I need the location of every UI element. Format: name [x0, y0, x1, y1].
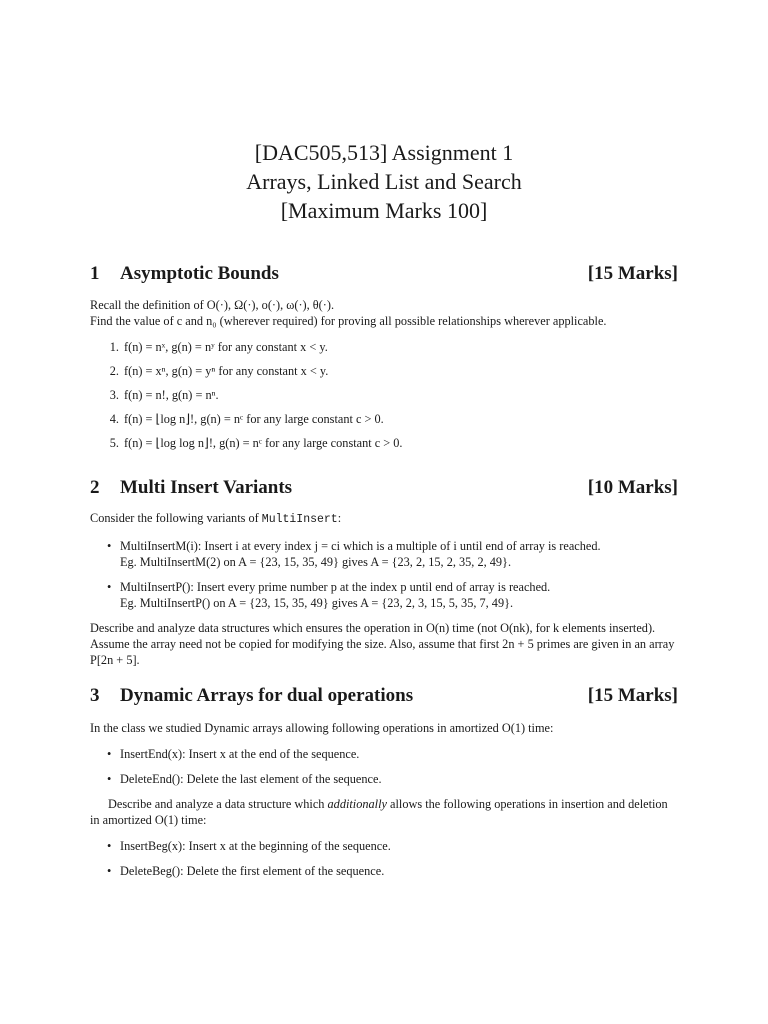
section-title [90, 685, 413, 707]
list-item: 1. f(n) = nˣ, g(n) = nʸ for any constant x < y. [122, 339, 680, 355]
bullet-list [90, 746, 680, 787]
section-marks: [15 Marks] [587, 685, 678, 706]
section-title [90, 263, 279, 285]
list-item [120, 579, 680, 611]
section-heading-3 [90, 685, 678, 707]
section-body-1 [90, 297, 680, 459]
list-item: 2. f(n) = xⁿ, g(n) = yⁿ for any constant x < y. [122, 363, 680, 379]
section-heading-2 [90, 477, 678, 499]
paragraph [90, 510, 680, 528]
code-text: MultiInsert [261, 513, 338, 526]
bullet-list [90, 538, 680, 611]
paragraph-text: : [337, 511, 342, 525]
list-item-text: • MultiInsertM(i): Insert i at every index j = ci which is a multiple of i until end of array is reached. [120, 539, 601, 553]
section-title-text: Dynamic Arrays for dual operations [120, 685, 414, 706]
section-heading-1 [90, 263, 678, 285]
paragraph: In the class we studied Dynamic arrays allowing following operations in amortized O(1) time: [90, 721, 554, 735]
title-line-2: Arrays, Linked List and Search [246, 169, 522, 194]
section-marks: [15 Marks] [587, 263, 678, 284]
list-item: 5. f(n) = ⌊log log n⌋!, g(n) = nᶜ for any large constant c > 0. [122, 435, 680, 451]
paragraph: Recall the definition of O(·), Ω(·), o(·), ω(·), θ(·). [90, 298, 335, 312]
title-line-3: [Maximum Marks 100] [280, 198, 488, 223]
list-item: • InsertBeg(x): Insert x at the beginning of the sequence. [120, 838, 680, 854]
paragraph-text: Describe and analyze a data structure which [108, 797, 328, 811]
section-marks: [10 Marks] [587, 477, 678, 498]
list-item: • DeleteBeg(): Delete the first element of the sequence. [120, 863, 680, 879]
document-title [0, 138, 768, 225]
section-title-text: Multi Insert Variants [120, 477, 293, 498]
paragraph-text: Consider the following variants of [90, 511, 262, 525]
list-item-example: Eg. MultiInsertM(2) on A = {23, 15, 35, 49} gives A = {23, 2, 15, 2, 35, 2, 49}. [120, 555, 512, 569]
title-line-1: [DAC505,513] Assignment 1 [254, 140, 514, 165]
section-title [90, 477, 292, 499]
paragraph [90, 796, 680, 828]
list-item: 4. f(n) = ⌊log n⌋!, g(n) = nᶜ for any large constant c > 0. [122, 411, 680, 427]
emphasis-text: additionally [327, 797, 387, 811]
section-body-2 [90, 510, 680, 668]
problem-list [90, 339, 680, 451]
bullet-list [90, 838, 680, 879]
paragraph: Describe and analyze data structures which ensures the operation in O(n) time (not O(nk), for k elements inserted). Assume the array need not be copied for modifying the size. Also, assume that first 2n + 5 primes are given in an array P[2n + 5]. [90, 621, 675, 667]
section-number: 3 [90, 685, 100, 706]
section-number: 1 [90, 263, 100, 284]
section-body-3 [90, 720, 680, 888]
section-title-text: Asymptotic Bounds [120, 263, 279, 284]
list-item: • InsertEnd(x): Insert x at the end of the sequence. [120, 746, 680, 762]
section-number: 2 [90, 477, 100, 498]
paragraph-text: allows the following operations in insertion and deletion in amortized O(1) time: [90, 797, 668, 827]
list-item-text: • MultiInsertP(): Insert every prime number p at the index p until end of array is reached. [120, 580, 551, 594]
list-item: 3. f(n) = n!, g(n) = nⁿ. [122, 387, 680, 403]
list-item [120, 538, 680, 570]
list-item: • DeleteEnd(): Delete the last element of the sequence. [120, 771, 680, 787]
paragraph: Find the value of c and n₀ (wherever required) for proving all possible relationships wherever applicable. [90, 314, 607, 328]
list-item-example: Eg. MultiInsertP() on A = {23, 15, 35, 49} gives A = {23, 2, 3, 15, 5, 35, 7, 49}. [120, 596, 514, 610]
